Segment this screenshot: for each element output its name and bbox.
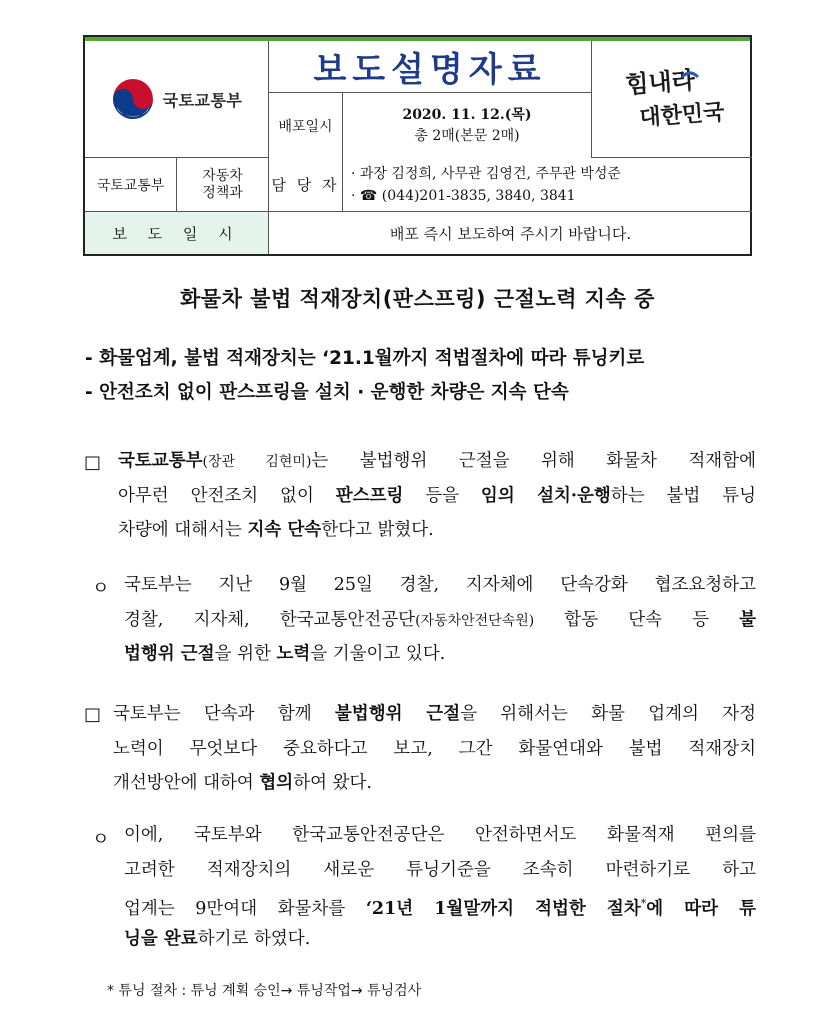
manager-info: [343, 158, 752, 212]
slogan-cell: [591, 41, 752, 158]
box-bullet: □: [84, 704, 102, 725]
ministry-logo-cell: [85, 41, 269, 158]
manager-label: 담 당 자: [269, 158, 343, 212]
org-name: 국토교통부: [85, 158, 177, 212]
dist-pages: 총 2매(본문 2매): [414, 127, 520, 144]
box-bullet: □: [84, 452, 102, 473]
paragraph-4: 이에, 국토부와 한국교통안전공단은 안전하면서도 화물적재 편의를 고려한 적재장치의 새로운 튜닝기준을 조속히 마련하기로 하고 업계는 9만여대 화물차를 ‘21년 1월말까지 적법한 절차*에 따라 튜 닝을 완료하기로 하였다.: [124, 825, 757, 949]
doc-title: 보도설명자료: [313, 50, 547, 90]
slogan-calligraphy: [612, 59, 732, 139]
circle-bullet: ㅇ: [92, 578, 110, 599]
doc-title-cell: [269, 41, 591, 93]
paragraph-3: 국토부는 단속과 함께 불법행위 근절을 위해서는 화물 업계의 자정 노력이 무엇보다 중요하다고 보고, 그간 화물연대와 불법 적재장치 개선방안에 대하여 협의하여 왔다.: [113, 704, 756, 793]
paragraph-2: 국토부는 지난 9월 25일 경찰, 지자체에 단속강화 협조요청하고 경찰, 지자체, 한국교통안전공단(자동차안전단속원) 합동 단속 등 불 법행위 근절을 위한 노력을 기울이고 있다.: [124, 575, 756, 664]
svg-text:대한민국: 대한민국: [638, 100, 726, 131]
release-label: 보 도 일 시: [85, 212, 269, 254]
subhead-2: - 안전조치 없이 판스프링을 설치 · 운행한 차량은 지속 단속: [85, 382, 569, 403]
manager-names: · 과장 김정희, 사무관 김영건, 주무관 박성준: [351, 165, 621, 182]
circle-bullet: ㅇ: [92, 829, 110, 850]
dept-line2: 정책과: [202, 184, 243, 201]
paragraph-1: 국토교통부(장관 김현미)는 불법행위 근절을 위해 화물차 적재함에 아무런 안전조치 없이 판스프링 등을 임의 설치·운행하는 불법 튜닝 차량에 대해서는 지속 단속한다고 밝혔다.: [118, 451, 757, 540]
dist-value: [343, 93, 591, 158]
ministry-logo-text: 국토교통부: [162, 90, 243, 110]
svg-text:힘내라: 힘내라: [624, 66, 696, 99]
press-header-table: [83, 35, 752, 256]
footnote: * 튜닝 절차 : 튜닝 계획 승인→ 튜닝작업→ 튜닝검사: [107, 983, 422, 999]
manager-phone: · ☎ (044)201-3835, 3840, 3841: [351, 187, 576, 204]
dist-label: 배포일시: [269, 93, 343, 158]
dept-name: [177, 158, 269, 212]
release-value: 배포 즉시 보도하여 주시기 바랍니다.: [389, 224, 632, 243]
dept-line1: 자동차: [202, 167, 243, 184]
dist-date: 2020. 11. 12.(목): [402, 106, 532, 123]
subhead-1: - 화물업계, 불법 적재장치는 ‘21.1월까지 적법절차에 따라 튜닝키로: [85, 348, 645, 369]
taegeuk-logo-icon: [111, 77, 155, 121]
headline: 화물차 불법 적재장치(판스프링) 근절노력 지속 중: [180, 287, 655, 311]
